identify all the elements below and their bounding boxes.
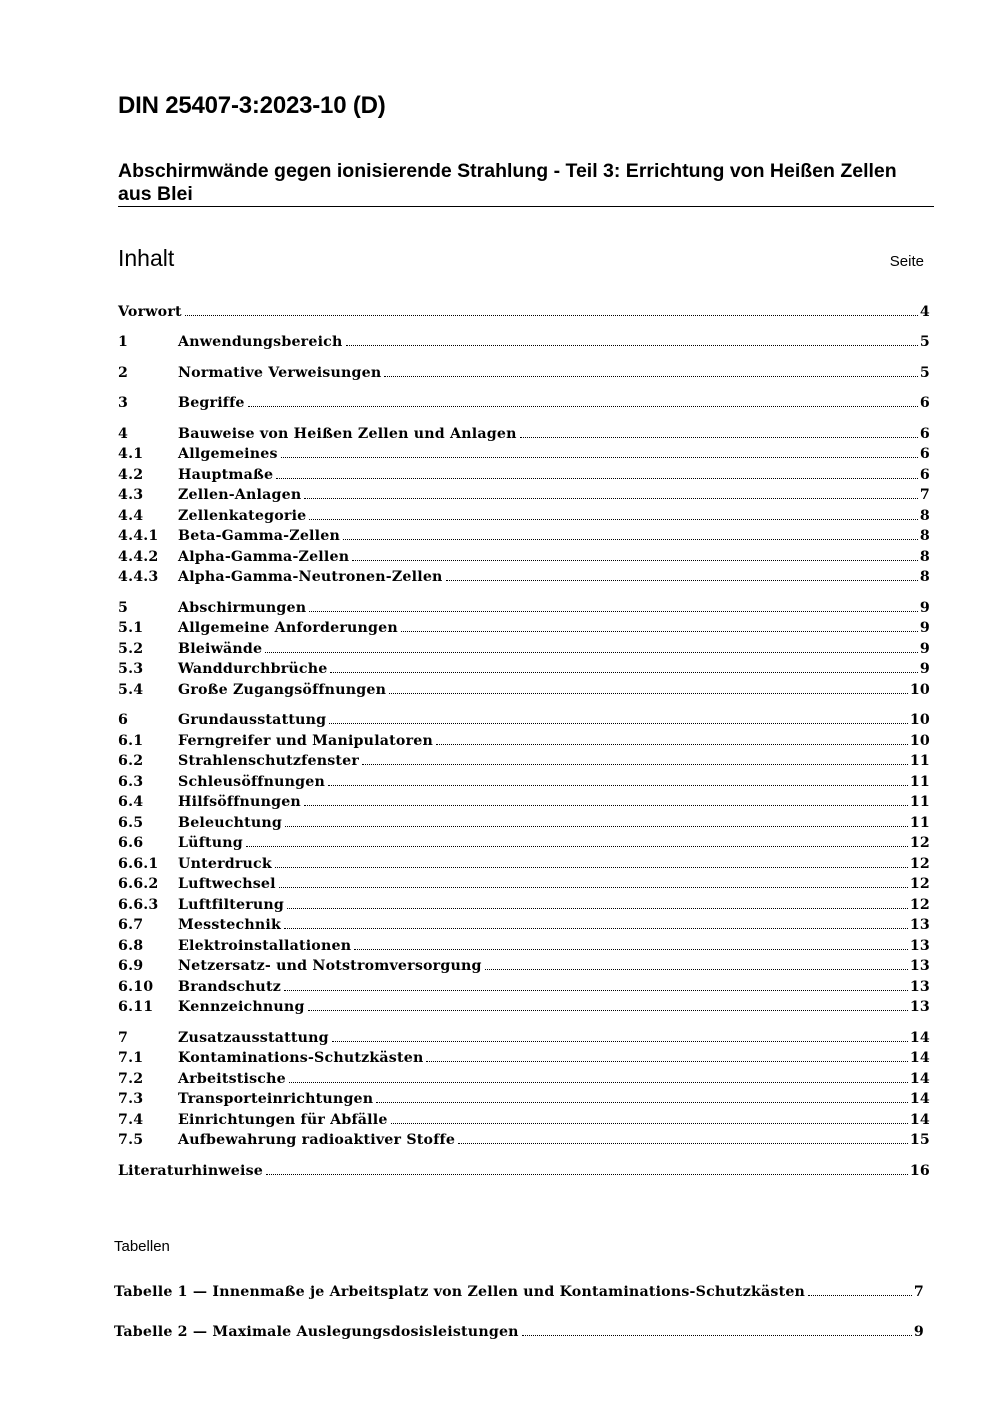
toc-entry[interactable] <box>118 527 930 546</box>
toc-entry-page: 14 <box>909 1091 930 1107</box>
toc-dot-leader <box>343 538 918 540</box>
toc-entry-title: Ferngreifer und Manipulatoren <box>178 733 434 749</box>
toc-entry-title: Kennzeichnung <box>178 999 305 1015</box>
toc-entry[interactable] <box>118 834 930 853</box>
toc-entry-number: 6.6.2 <box>118 876 159 892</box>
table-dot-leader <box>522 1334 912 1336</box>
toc-entry-title: Allgemeine Anforderungen <box>178 620 398 636</box>
table-list-entry[interactable] <box>114 1283 924 1302</box>
toc-entry[interactable] <box>118 486 930 505</box>
toc-dot-leader <box>309 518 918 520</box>
toc-entry-title: Bauweise von Heißen Zellen und Anlagen <box>178 426 517 442</box>
toc-page-label: Seite <box>889 253 924 270</box>
toc-entry[interactable] <box>118 711 930 730</box>
toc-dot-leader <box>352 559 918 561</box>
toc-entry-number: 6.3 <box>118 774 144 790</box>
toc-entry-title: Bleiwände <box>178 641 263 657</box>
toc-entry[interactable] <box>118 507 930 526</box>
toc-entry-page: 10 <box>909 682 930 698</box>
toc-dot-leader <box>246 845 908 847</box>
toc-entry-page: 7 <box>919 487 930 503</box>
toc-entry-number: 6.1 <box>118 733 144 749</box>
title-divider <box>118 206 934 207</box>
toc-entry-title: Elektroinstallationen <box>178 938 352 954</box>
toc-entry-title: Beleuchtung <box>178 815 283 831</box>
toc-entry[interactable] <box>118 896 930 915</box>
toc-entry[interactable] <box>118 568 930 587</box>
toc-entry-title: Brandschutz <box>178 979 281 995</box>
toc-entry-page: 16 <box>909 1163 930 1179</box>
toc-entry[interactable] <box>118 303 930 322</box>
toc-dot-leader <box>265 651 918 653</box>
toc-entry[interactable] <box>118 1029 930 1048</box>
toc-entry[interactable] <box>118 548 930 567</box>
toc-entry[interactable] <box>118 1162 930 1181</box>
toc-entry-number: 3 <box>118 395 129 411</box>
toc-entry-title: Normative Verweisungen <box>178 365 382 381</box>
toc-entry-number: 6.6.3 <box>118 897 159 913</box>
toc-dot-leader <box>458 1142 908 1144</box>
toc-dot-leader <box>520 436 918 438</box>
toc-entry-number: 5.4 <box>118 682 144 698</box>
toc-entry-page: 8 <box>919 569 930 585</box>
toc-entry-number: 6.4 <box>118 794 144 810</box>
toc-entry[interactable] <box>118 1111 930 1130</box>
toc-entry-page: 13 <box>909 938 930 954</box>
toc-entry-title: Luftfilterung <box>178 897 285 913</box>
toc-entry[interactable] <box>118 937 930 956</box>
toc-entry-number: 6.8 <box>118 938 144 954</box>
toc-entry-page: 9 <box>919 661 930 677</box>
toc-entry-page: 6 <box>919 467 930 483</box>
toc-entry-title: Anwendungsbereich <box>178 334 343 350</box>
toc-dot-leader <box>346 344 918 346</box>
toc-entry-number: 6.5 <box>118 815 144 831</box>
toc-entry-page: 9 <box>919 600 930 616</box>
toc-entry-page: 8 <box>919 549 930 565</box>
toc-entry-page: 11 <box>909 774 930 790</box>
toc-dot-leader <box>330 671 917 673</box>
toc-dot-leader <box>376 1101 908 1103</box>
toc-entry-page: 6 <box>919 426 930 442</box>
toc-dot-leader <box>285 825 908 827</box>
toc-entry[interactable] <box>118 619 930 638</box>
toc-entry-page: 11 <box>909 815 930 831</box>
toc-entry-number: 5 <box>118 600 129 616</box>
toc-entry[interactable] <box>118 640 930 659</box>
toc-entry-number: 5.3 <box>118 661 144 677</box>
toc-entry-number: 7.1 <box>118 1050 144 1066</box>
toc-dot-leader <box>304 804 908 806</box>
toc-entry-page: 12 <box>909 876 930 892</box>
toc-entry-number: 6.7 <box>118 917 144 933</box>
toc-entry-title: Allgemeines <box>178 446 278 462</box>
toc-entry[interactable] <box>118 916 930 935</box>
toc-entry-title: Netzersatz- und Notstromversorgung <box>178 958 482 974</box>
toc-entry[interactable] <box>118 425 930 444</box>
toc-entry-number: 4.2 <box>118 467 144 483</box>
toc-entry-page: 12 <box>909 856 930 872</box>
table-dot-leader <box>808 1294 912 1296</box>
toc-dot-leader <box>332 1040 908 1042</box>
toc-dot-leader <box>284 927 908 929</box>
toc-entry-title: Abschirmungen <box>178 600 307 616</box>
toc-entry-page: 12 <box>909 835 930 851</box>
toc-entry-number: 4.4.1 <box>118 528 159 544</box>
toc-entry-title: Zusatzausstattung <box>178 1030 329 1046</box>
toc-entry[interactable] <box>118 957 930 976</box>
toc-entry-number: 7.3 <box>118 1091 144 1107</box>
toc-entry-number: 4.4.3 <box>118 569 159 585</box>
toc-entry-title: Strahlenschutzfenster <box>178 753 360 769</box>
toc-dot-leader <box>389 692 908 694</box>
toc-entry[interactable] <box>118 660 930 679</box>
toc-entry[interactable] <box>118 875 930 894</box>
toc-entry-page: 10 <box>909 712 930 728</box>
toc-entry[interactable] <box>118 466 930 485</box>
toc-entry[interactable] <box>118 333 930 352</box>
toc-entry[interactable] <box>118 998 930 1017</box>
toc-entry-number: 5.1 <box>118 620 144 636</box>
toc-entry-number: 7.5 <box>118 1132 144 1148</box>
toc-entry[interactable] <box>118 855 930 874</box>
toc-entry-page: 8 <box>919 508 930 524</box>
toc-entry-page: 8 <box>919 528 930 544</box>
toc-entry-title: Große Zugangsöffnungen <box>178 682 387 698</box>
toc-entry[interactable] <box>118 814 930 833</box>
toc-dot-leader <box>362 763 908 765</box>
toc-entry[interactable] <box>118 773 930 792</box>
toc-entry-number: 4.3 <box>118 487 144 503</box>
toc-entry-page: 6 <box>919 446 930 462</box>
toc-entry-title: Zellenkategorie <box>178 508 307 524</box>
toc-entry-number: 4.4 <box>118 508 144 524</box>
toc-entry[interactable] <box>118 445 930 464</box>
toc-entry-number: 6.6.1 <box>118 856 159 872</box>
toc-dot-leader <box>266 1173 908 1175</box>
toc-entry-page: 12 <box>909 897 930 913</box>
toc-dot-leader <box>401 630 918 632</box>
toc-dot-leader <box>329 722 908 724</box>
toc-dot-leader <box>308 1009 908 1011</box>
toc-entry-title: Luftwechsel <box>178 876 276 892</box>
toc-entry-page: 5 <box>919 334 930 350</box>
toc-entry-title: Literaturhinweise <box>118 1163 264 1179</box>
toc-entry-page: 11 <box>909 794 930 810</box>
toc-dot-leader <box>185 314 918 316</box>
toc-entry-number: 7.2 <box>118 1071 144 1087</box>
toc-entry-number: 1 <box>118 334 129 350</box>
toc-entry-title: Lüftung <box>178 835 243 851</box>
toc-entry-page: 10 <box>909 733 930 749</box>
toc-entry-title: Begriffe <box>178 395 245 411</box>
toc-entry-page: 4 <box>919 304 930 320</box>
toc-entry-number: 6.2 <box>118 753 144 769</box>
toc-entry[interactable] <box>118 752 930 771</box>
toc-dot-leader <box>304 497 918 499</box>
toc-entry-number: 6 <box>118 712 129 728</box>
toc-entry[interactable] <box>118 793 930 812</box>
toc-entry-page: 13 <box>909 917 930 933</box>
toc-entry[interactable] <box>118 1090 930 1109</box>
toc-entry-page: 6 <box>919 395 930 411</box>
toc-entry-number: 2 <box>118 365 129 381</box>
toc-dot-leader <box>354 948 908 950</box>
toc-entry-title: Alpha-Gamma-Neutronen-Zellen <box>178 569 443 585</box>
toc-entry-page: 14 <box>909 1112 930 1128</box>
toc-dot-leader <box>248 405 918 407</box>
toc-dot-leader <box>287 907 908 909</box>
toc-entry[interactable] <box>118 732 930 751</box>
toc-entry-title: Transporteinrichtungen <box>178 1091 374 1107</box>
toc-entry[interactable] <box>118 1131 930 1150</box>
toc-entry-page: 14 <box>909 1030 930 1046</box>
toc-dot-leader <box>275 866 908 868</box>
toc-entry-page: 13 <box>909 958 930 974</box>
toc-entry-number: 7.4 <box>118 1112 144 1128</box>
toc-entry-page: 9 <box>919 620 930 636</box>
toc-entry-title: Grundausstattung <box>178 712 327 728</box>
toc-entry-title: Einrichtungen für Abfälle <box>178 1112 388 1128</box>
toc-dot-leader <box>276 477 918 479</box>
toc-heading: Inhalt <box>118 245 175 271</box>
toc-entry-title: Zellen-Anlagen <box>178 487 302 503</box>
toc-entry[interactable] <box>118 1049 930 1068</box>
toc-entry-title: Messtechnik <box>178 917 281 933</box>
toc-entry-page: 9 <box>919 641 930 657</box>
toc-entry-number: 6.10 <box>118 979 154 995</box>
toc-entry-page: 13 <box>909 979 930 995</box>
tables-heading: Tabellen <box>114 1238 170 1255</box>
toc-entry-title: Kontaminations-Schutzkästen <box>178 1050 424 1066</box>
toc-dot-leader <box>485 968 908 970</box>
document-subtitle: Abschirmwände gegen ionisierende Strahlung - Teil 3: Errichtung von Heißen Zellen aus Blei <box>118 160 897 205</box>
toc-dot-leader <box>436 743 908 745</box>
toc-entry-title: Unterdruck <box>178 856 272 872</box>
toc-entry-title: Hauptmaße <box>178 467 274 483</box>
toc-entry-page: 14 <box>909 1071 930 1087</box>
toc-entry[interactable] <box>118 599 930 618</box>
toc-entry-page: 11 <box>909 753 930 769</box>
toc-entry[interactable] <box>118 364 930 383</box>
table-entry-title: Tabelle 1 — Innenmaße je Arbeitsplatz von Zellen und Kontaminations-Schutzkästen <box>114 1284 806 1300</box>
toc-entry-number: 4 <box>118 426 129 442</box>
toc-entry-title: Arbeitstische <box>178 1071 286 1087</box>
toc-entry-title: Hilfsöffnungen <box>178 794 301 810</box>
table-list-entry[interactable] <box>114 1323 924 1342</box>
toc-entry-number: 4.4.2 <box>118 549 159 565</box>
toc-entry-number: 5.2 <box>118 641 144 657</box>
toc-entry-number: 4.1 <box>118 446 144 462</box>
toc-entry-title: Beta-Gamma-Zellen <box>178 528 340 544</box>
toc-dot-leader <box>309 610 918 612</box>
toc-dot-leader <box>289 1081 908 1083</box>
toc-dot-leader <box>279 886 908 888</box>
toc-entry-page: 5 <box>919 365 930 381</box>
toc-entry[interactable] <box>118 394 930 413</box>
toc-dot-leader <box>426 1060 907 1062</box>
toc-entry-page: 14 <box>909 1050 930 1066</box>
toc-dot-leader <box>446 579 918 581</box>
toc-entry-title: Aufbewahrung radioaktiver Stoffe <box>178 1132 456 1148</box>
toc-entry-title: Alpha-Gamma-Zellen <box>178 549 350 565</box>
toc-entry-page: 15 <box>909 1132 930 1148</box>
table-entry-title: Tabelle 2 — Maximale Auslegungsdosisleistungen <box>114 1324 519 1340</box>
toc-entry-number: 7 <box>118 1030 129 1046</box>
toc-entry[interactable] <box>118 681 930 700</box>
toc-entry-title: Vorwort <box>118 304 182 320</box>
toc-dot-leader <box>284 989 908 991</box>
toc-entry-number: 6.6 <box>118 835 144 851</box>
toc-entry-page: 13 <box>909 999 930 1015</box>
toc-entry[interactable] <box>118 978 930 997</box>
toc-entry[interactable] <box>118 1070 930 1089</box>
toc-entry-title: Schleusöffnungen <box>178 774 325 790</box>
table-entry-page: 9 <box>913 1324 924 1340</box>
document-title: DIN 25407-3:2023-10 (D) <box>118 92 386 119</box>
toc-entry-title: Wanddurchbrüche <box>178 661 328 677</box>
table-entry-page: 7 <box>913 1284 924 1300</box>
toc-dot-leader <box>281 456 918 458</box>
toc-entry-number: 6.11 <box>118 999 154 1015</box>
toc-dot-leader <box>328 784 908 786</box>
toc-dot-leader <box>391 1122 908 1124</box>
toc-dot-leader <box>384 375 918 377</box>
toc-entry-number: 6.9 <box>118 958 144 974</box>
